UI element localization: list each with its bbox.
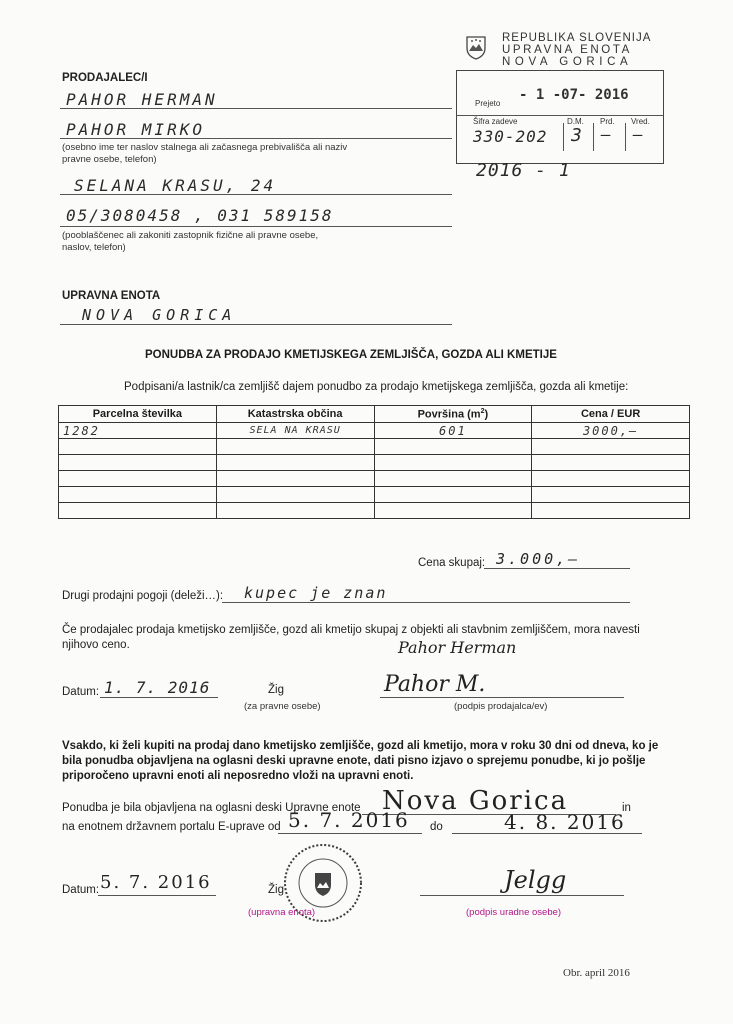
prd-value: — <box>601 125 611 144</box>
conditions-value: kupec je znan <box>244 584 388 602</box>
publication-in: in <box>622 802 631 814</box>
cell-municipality <box>216 455 374 471</box>
header-office: UPRAVNA ENOTA <box>502 44 632 56</box>
price-note: Če prodajalec prodaja kmetijsko zemljišče, gozd ali kmetijo skupaj z objekti ali stavbnim zemljiščem, mora navesti njihovo ceno. <box>62 624 640 651</box>
warning-text: Vsakdo, ki želi kupiti na prodaj dano kmetijsko zemljišče, gozd ali kmetijo, mora v roku 30 dni od dneva, ko je bila ponudba objavljena na oglasni deski upravne enote, dati pisno izjavo o sprejemu ponudbe, ki jo pošlje priporočeno upravni enoti ali neposredno vloži na upravni enoti. <box>62 740 659 782</box>
cell-price <box>532 471 690 487</box>
coat-of-arms-icon <box>466 36 486 60</box>
cell-area <box>374 439 532 455</box>
sign1-seal-hint: (za pravne osebe) <box>244 701 321 712</box>
table-row <box>59 455 690 471</box>
form-version: Obr. april 2016 <box>563 967 630 979</box>
cell-parcel <box>59 439 217 455</box>
cell-area <box>374 471 532 487</box>
seller-address: SELANA KRASU, 24 <box>74 176 277 195</box>
cell-municipality <box>216 471 374 487</box>
cell-parcel <box>59 455 217 471</box>
dm-value: 3 <box>571 125 585 146</box>
sign1-date-value: 1. 7. 2016 <box>104 678 211 697</box>
cell-parcel <box>59 503 217 519</box>
cell-price: 3000,— <box>532 423 690 439</box>
vred-label: Vred. <box>631 117 650 126</box>
header-price: Cena / EUR <box>532 406 690 423</box>
cell-area: 601 <box>374 423 532 439</box>
file-number: 330-202 <box>473 127 548 146</box>
cell-parcel <box>59 487 217 503</box>
received-stamp <box>456 70 664 164</box>
publication-to: 4. 8. 2016 <box>504 810 626 834</box>
cell-price <box>532 503 690 519</box>
offer-intro: Podpisani/a lastnik/ca zemljišč dajem ponudbo za prodajo kmetijskega zemljišča, gozda ali kmetije: <box>124 381 629 393</box>
sign1-seal-label: Žig <box>268 684 284 696</box>
table-row <box>59 487 690 503</box>
cell-municipality: SELA NA KRASU <box>216 423 374 439</box>
header-area <box>374 406 532 423</box>
sign1-sig-hint: (podpis prodajalca/ev) <box>454 701 548 712</box>
dm-label: D.M. <box>567 117 584 126</box>
sign2-date-value: 5. 7. 2016 <box>100 872 212 893</box>
cell-area <box>374 503 532 519</box>
publication-to-label: do <box>430 821 443 833</box>
prd-label: Prd. <box>600 117 615 126</box>
header-republic: REPUBLIKA SLOVENIJA <box>502 32 652 44</box>
file-year: 2016 - 1 <box>476 160 571 181</box>
header-municipality: Katastrska občina <box>216 406 374 423</box>
admin-value: NOVA GORICA <box>82 306 237 324</box>
publication-line2: na enotnem državnem portalu E-uprave od <box>62 821 281 833</box>
admin-label: UPRAVNA ENOTA <box>62 290 161 302</box>
publication-line1: Ponudba je bila objavljena na oglasni deski Upravne enote <box>62 802 361 814</box>
cell-price <box>532 487 690 503</box>
conditions-label: Drugi prodajni pogoji (deleži…): <box>62 590 224 602</box>
seller-hint-2: (pooblaščenec ali zakoniti zastopnik fizične ali pravne osebe, naslov, telefon) <box>62 230 319 253</box>
header-city: NOVA GORICA <box>502 56 633 68</box>
table-row <box>59 471 690 487</box>
cell-area <box>374 455 532 471</box>
seller-hint-1: (osebno ime ter naslov stalnega ali začasnega prebivališča ali naziv pravne osebe, telefon) <box>62 142 348 165</box>
seller-phone: 05/3080458 , 031 589158 <box>66 206 334 225</box>
received-date: - 1 -07- 2016 <box>519 87 629 103</box>
total-value: 3.000,— <box>496 550 581 568</box>
cell-municipality <box>216 503 374 519</box>
total-label: Cena skupaj: <box>418 557 486 569</box>
parcels-table <box>58 405 690 519</box>
cell-municipality <box>216 439 374 455</box>
cell-parcel: 1282 <box>59 423 217 439</box>
header-area-close: ) <box>484 408 489 421</box>
publication-unit: Nova Gorica <box>382 786 569 816</box>
table-header-row <box>59 406 690 423</box>
seller-name-1: PAHOR HERMAN <box>66 90 218 109</box>
cell-price <box>532 439 690 455</box>
seller-signature-1: Pahor Herman <box>398 638 517 657</box>
cell-area <box>374 487 532 503</box>
table-row <box>59 439 690 455</box>
sign1-date-label: Datum: <box>62 686 100 698</box>
seller-label: PRODAJALEC/I <box>62 72 148 84</box>
sign2-sig-hint: (podpis uradne osebe) <box>466 907 562 918</box>
header-area-text: Površina (m <box>417 408 481 421</box>
header-parcel: Parcelna številka <box>59 406 217 423</box>
cell-price <box>532 455 690 471</box>
official-signature: Jelgg <box>504 866 567 894</box>
seller-name-2: PAHOR MIRKO <box>66 120 205 139</box>
vred-value: — <box>633 125 643 144</box>
table-row <box>59 423 690 439</box>
cell-municipality <box>216 487 374 503</box>
sign2-date-label: Datum: <box>62 884 100 896</box>
cell-parcel <box>59 471 217 487</box>
sign2-seal-hint: (upravna enota) <box>248 907 316 918</box>
publication-from: 5. 7. 2016 <box>288 808 410 832</box>
table-row <box>59 503 690 519</box>
offer-title: PONUDBA ZA PRODAJO KMETIJSKEGA ZEMLJIŠČA, GOZDA ALI KMETIJE <box>145 349 557 361</box>
received-label: Prejeto <box>475 99 501 108</box>
seller-signature-2: Pahor M. <box>384 672 486 697</box>
file-label: Šifra zadeve <box>473 117 518 126</box>
header-area-sup: 2 <box>480 407 485 415</box>
sign2-seal-label: Žig <box>268 884 284 896</box>
